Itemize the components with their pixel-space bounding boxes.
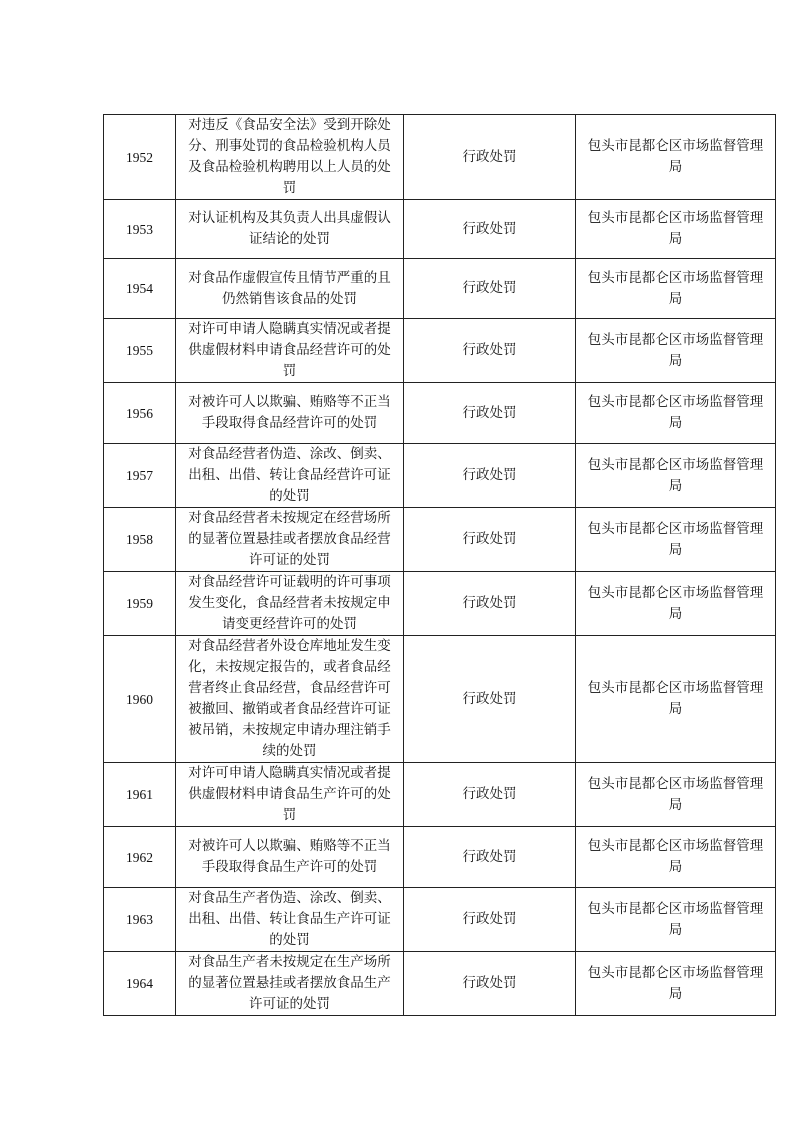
item-name: 对食品经营者外设仓库地址发生变化，未按规定报告的，或者食品经营者终止食品经营，食品经营许可被撤回、撤销或者食品经营许可证被吊销，未按规定申请办理注销手续的处罚 <box>176 636 404 763</box>
table-row <box>104 827 776 888</box>
item-number: 1953 <box>104 200 176 259</box>
item-number: 1952 <box>104 115 176 200</box>
item-number: 1957 <box>104 444 176 508</box>
item-department: 包头市昆都仑区市场监督管理局 <box>576 115 776 200</box>
item-type: 行政处罚 <box>404 383 576 444</box>
table-row <box>104 115 776 200</box>
item-type: 行政处罚 <box>404 827 576 888</box>
item-department: 包头市昆都仑区市场监督管理局 <box>576 763 776 827</box>
item-department: 包头市昆都仑区市场监督管理局 <box>576 383 776 444</box>
item-type: 行政处罚 <box>404 952 576 1016</box>
item-department: 包头市昆都仑区市场监督管理局 <box>576 508 776 572</box>
table-row <box>104 763 776 827</box>
table-row <box>104 572 776 636</box>
table-row <box>104 319 776 383</box>
item-name: 对认证机构及其负责人出具虚假认证结论的处罚 <box>176 200 404 259</box>
item-type: 行政处罚 <box>404 763 576 827</box>
item-number: 1963 <box>104 888 176 952</box>
item-type: 行政处罚 <box>404 444 576 508</box>
table-row <box>104 444 776 508</box>
item-name: 对食品经营者未按规定在经营场所的显著位置悬挂或者摆放食品经营许可证的处罚 <box>176 508 404 572</box>
item-department: 包头市昆都仑区市场监督管理局 <box>576 444 776 508</box>
item-name: 对被许可人以欺骗、贿赂等不正当手段取得食品经营许可的处罚 <box>176 383 404 444</box>
item-department: 包头市昆都仑区市场监督管理局 <box>576 952 776 1016</box>
item-number: 1959 <box>104 572 176 636</box>
item-name: 对许可申请人隐瞒真实情况或者提供虚假材料申请食品经营许可的处罚 <box>176 319 404 383</box>
item-department: 包头市昆都仑区市场监督管理局 <box>576 200 776 259</box>
item-number: 1964 <box>104 952 176 1016</box>
item-number: 1962 <box>104 827 176 888</box>
item-number: 1955 <box>104 319 176 383</box>
item-name: 对食品生产者未按规定在生产场所的显著位置悬挂或者摆放食品生产许可证的处罚 <box>176 952 404 1016</box>
item-type: 行政处罚 <box>404 115 576 200</box>
item-name: 对被许可人以欺骗、贿赂等不正当手段取得食品生产许可的处罚 <box>176 827 404 888</box>
table-row <box>104 952 776 1016</box>
item-type: 行政处罚 <box>404 259 576 319</box>
penalty-table <box>103 114 776 1016</box>
item-number: 1958 <box>104 508 176 572</box>
item-name: 对违反《食品安全法》受到开除处分、刑事处罚的食品检验机构人员及食品检验机构聘用以上人员的处罚 <box>176 115 404 200</box>
item-type: 行政处罚 <box>404 508 576 572</box>
item-number: 1956 <box>104 383 176 444</box>
item-name: 对食品经营许可证载明的许可事项发生变化，食品经营者未按规定申请变更经营许可的处罚 <box>176 572 404 636</box>
table-row <box>104 636 776 763</box>
item-department: 包头市昆都仑区市场监督管理局 <box>576 259 776 319</box>
item-name: 对食品作虚假宣传且情节严重的且仍然销售该食品的处罚 <box>176 259 404 319</box>
item-type: 行政处罚 <box>404 888 576 952</box>
item-department: 包头市昆都仑区市场监督管理局 <box>576 636 776 763</box>
item-department: 包头市昆都仑区市场监督管理局 <box>576 827 776 888</box>
item-number: 1960 <box>104 636 176 763</box>
item-department: 包头市昆都仑区市场监督管理局 <box>576 319 776 383</box>
item-name: 对许可申请人隐瞒真实情况或者提供虚假材料申请食品生产许可的处罚 <box>176 763 404 827</box>
item-type: 行政处罚 <box>404 636 576 763</box>
table-row <box>104 508 776 572</box>
item-department: 包头市昆都仑区市场监督管理局 <box>576 888 776 952</box>
table-row <box>104 888 776 952</box>
item-type: 行政处罚 <box>404 319 576 383</box>
item-number: 1961 <box>104 763 176 827</box>
item-number: 1954 <box>104 259 176 319</box>
item-type: 行政处罚 <box>404 572 576 636</box>
table-row <box>104 383 776 444</box>
item-type: 行政处罚 <box>404 200 576 259</box>
item-name: 对食品生产者伪造、涂改、倒卖、出租、出借、转让食品生产许可证的处罚 <box>176 888 404 952</box>
table-row <box>104 200 776 259</box>
table-row <box>104 259 776 319</box>
item-name: 对食品经营者伪造、涂改、倒卖、出租、出借、转让食品经营许可证的处罚 <box>176 444 404 508</box>
item-department: 包头市昆都仑区市场监督管理局 <box>576 572 776 636</box>
